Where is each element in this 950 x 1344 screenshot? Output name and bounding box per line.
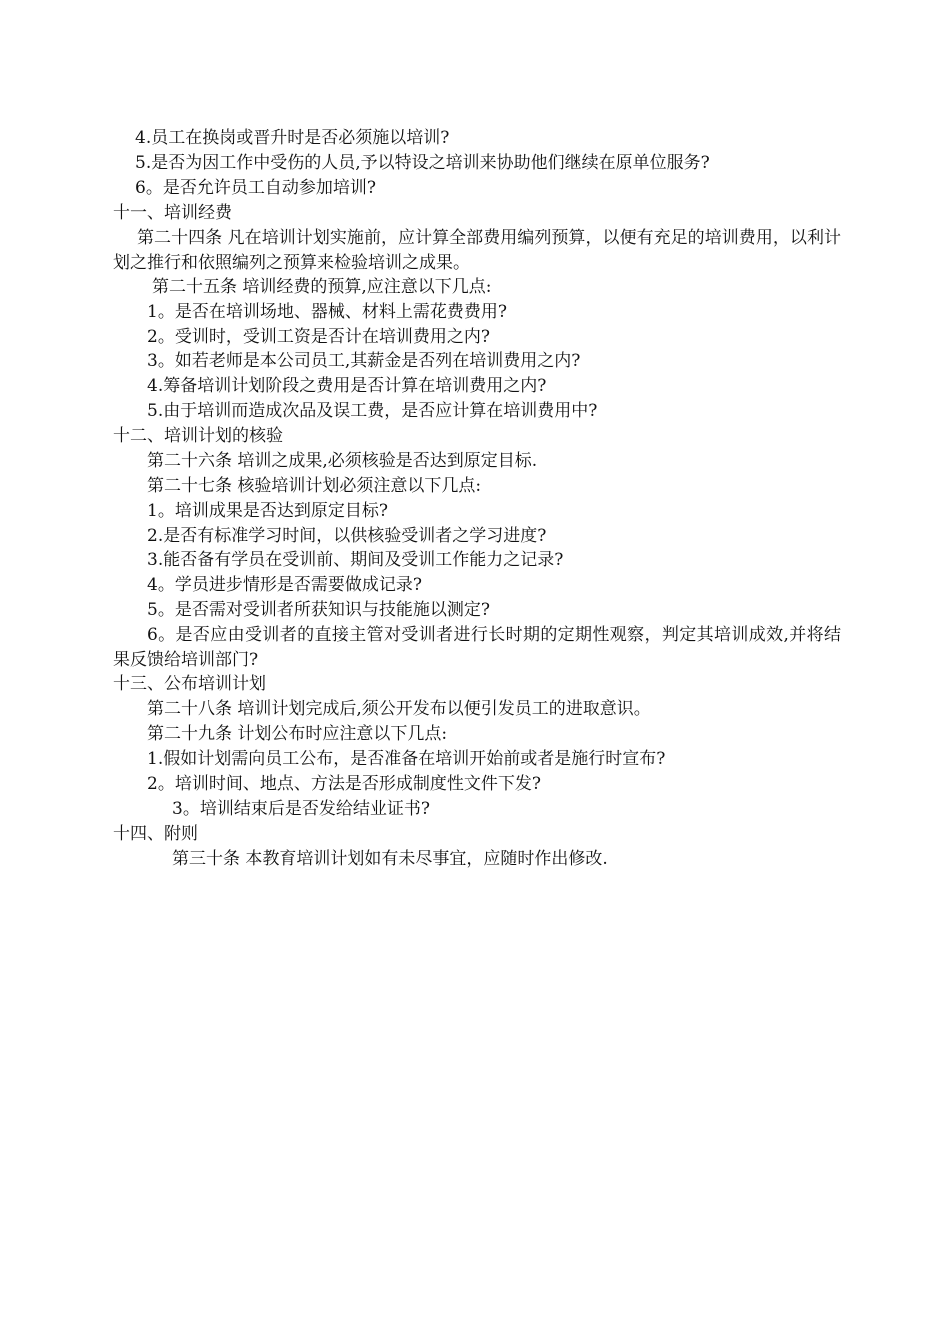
question-line: 6。是否允许员工自动参加培训? <box>135 178 376 198</box>
list-item: 1。是否在培训场地、器械、材料上需花费费用? <box>147 302 507 322</box>
list-item: 2.是否有标准学习时间，以供核验受训者之学习进度? <box>147 526 547 546</box>
list-item: 5.由于培训而造成次品及误工费，是否应计算在培训费用中? <box>147 401 598 421</box>
list-item: 2。受训时，受训工资是否计在培训费用之内? <box>147 327 490 347</box>
article-paragraph: 第二十四条 凡在培训计划实施前，应计算全部费用编列预算，以便有充足的培训费用，以利计划之推行和依照编列之预算来检验培训之成果。 <box>113 228 841 273</box>
article-heading: 第二十八条 培训计划完成后,须公开发布以便引发员工的进取意识。 <box>147 699 651 719</box>
list-item: 1。培训成果是否达到原定目标? <box>147 501 388 521</box>
section-heading: 十三、公布培训计划 <box>113 674 266 694</box>
article-heading: 第二十七条 核验培训计划必须注意以下几点: <box>147 476 482 496</box>
list-item: 4.筹备培训计划阶段之费用是否计算在培训费用之内? <box>147 376 547 396</box>
list-item: 4。学员进步情形是否需要做成记录? <box>147 575 422 595</box>
section-heading: 十二、培训计划的核验 <box>113 426 283 446</box>
article-heading: 第二十五条 培训经费的预算,应注意以下几点: <box>152 277 492 297</box>
article-heading: 第二十六条 培训之成果,必须核验是否达到原定目标. <box>147 451 538 471</box>
question-line: 5.是否为因工作中受伤的人员,予以特设之培训来协助他们继续在原单位服务? <box>135 153 710 173</box>
section-heading: 十一、培训经费 <box>113 203 232 223</box>
list-item: 3.能否备有学员在受训前、期间及受训工作能力之记录? <box>147 550 564 570</box>
list-item: 3。如若老师是本公司员工,其薪金是否列在培训费用之内? <box>147 351 581 371</box>
list-item: 3。培训结束后是否发给结业证书? <box>172 799 430 819</box>
list-item-paragraph: 6。是否应由受训者的直接主管对受训者进行长时期的定期性观察，判定其培训成效,并将结果反馈给培训部门? <box>113 625 841 670</box>
list-item: 1.假如计划需向员工公布，是否准备在培训开始前或者是施行时宣布? <box>147 749 666 769</box>
article-heading: 第二十九条 计划公布时应注意以下几点: <box>147 724 448 744</box>
list-item: 5。是否需对受训者所获知识与技能施以测定? <box>147 600 490 620</box>
list-item: 2。培训时间、地点、方法是否形成制度性文件下发? <box>147 774 541 794</box>
section-heading: 十四、附则 <box>113 824 198 844</box>
question-line: 4.员工在换岗或晋升时是否必须施以培训? <box>135 128 450 148</box>
article-heading: 第三十条 本教育培训计划如有未尽事宜，应随时作出修改. <box>172 849 608 869</box>
